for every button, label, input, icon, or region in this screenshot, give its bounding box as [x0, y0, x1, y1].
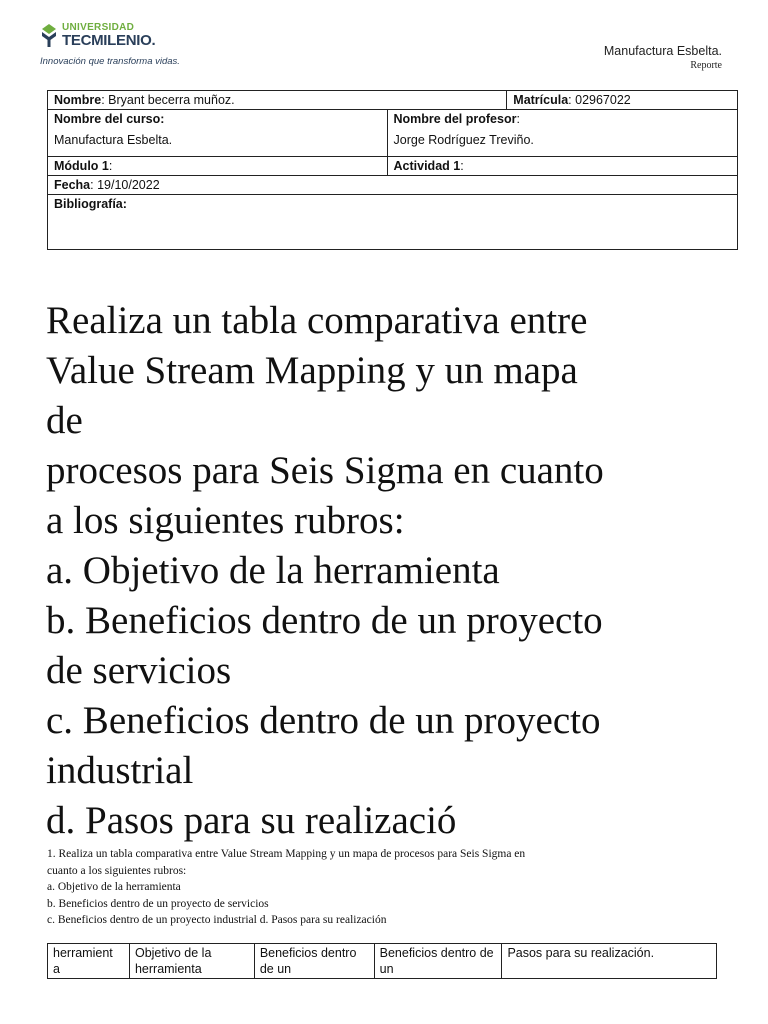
heading-line: c. Beneficios dentro de un proyecto — [46, 699, 601, 742]
heading-line: d. Pasos para su realizació — [46, 799, 457, 842]
student-info-table — [47, 90, 738, 250]
col-header-objective: Objetivo de la herramienta — [129, 944, 254, 979]
heading-line: industrial — [46, 749, 194, 792]
module-label: Módulo 1 — [54, 159, 109, 173]
col-header-steps: Pasos para su realización. — [502, 944, 717, 979]
bibliography-cell — [48, 195, 738, 250]
date-value: : 19/10/2022 — [90, 178, 160, 192]
logo-university-text: UNIVERSIDAD — [62, 22, 135, 33]
info-row-bibliography — [48, 195, 738, 250]
heading-line: Value Stream Mapping y un mapa — [46, 349, 578, 392]
heading-line: b. Beneficios dentro de un proyecto — [46, 599, 603, 642]
heading-line: de — [46, 399, 83, 442]
instruction-line: b. Beneficios dentro de un proyecto de servicios — [47, 897, 269, 910]
col-header-benefits-industrial: Beneficios dentro de un — [374, 944, 502, 979]
instruction-line: c. Beneficios dentro de un proyecto industrial d. Pasos para su realización — [47, 914, 387, 926]
col-header-tool: herramienta — [48, 944, 130, 979]
professor-value: Jorge Rodríguez Treviño. — [393, 133, 534, 147]
module-colon: : — [108, 159, 113, 173]
heading-line: procesos para Seis Sigma en cuanto — [46, 449, 604, 492]
info-row-course — [48, 110, 738, 157]
matricula-cell — [507, 91, 738, 110]
professor-cell — [387, 110, 737, 157]
professor-label: Nombre del profesor — [393, 112, 517, 126]
activity-colon: : — [460, 159, 464, 173]
comparison-header-row — [48, 944, 717, 979]
course-label: Nombre del curso: — [54, 112, 165, 126]
assignment-heading — [46, 296, 736, 846]
matricula-value: : 02967022 — [568, 93, 631, 107]
activity-label: Actividad 1 — [393, 159, 461, 173]
date-cell — [48, 176, 738, 195]
info-row-module — [48, 157, 738, 176]
name-cell — [48, 91, 507, 110]
heading-line: a los siguientes rubros: — [46, 499, 405, 542]
name-label: Nombre — [54, 93, 102, 107]
header-doc-type: Reporte — [690, 60, 722, 71]
info-row-date — [48, 176, 738, 195]
header-course-title: Manufactura Esbelta. — [603, 44, 722, 58]
professor-colon: : — [516, 112, 520, 126]
matricula-label: Matrícula — [513, 93, 569, 107]
instruction-line: 1. Realiza un tabla comparativa entre Value Stream Mapping y un mapa de procesos para Seis Sigma en — [47, 848, 526, 860]
assignment-instructions — [47, 846, 737, 929]
instruction-line: cuanto a los siguientes rubros: — [47, 864, 187, 877]
logo-name-text: TECMILENIO. — [62, 32, 156, 49]
date-label: Fecha — [54, 178, 91, 192]
heading-line: de servicios — [46, 649, 232, 692]
heading-line: Realiza un tabla comparativa entre — [46, 299, 588, 342]
logo-tagline: Innovación que transforma vidas. — [40, 56, 180, 67]
logo-mark-icon — [40, 22, 58, 48]
course-cell — [48, 110, 388, 157]
info-row-name — [48, 91, 738, 110]
university-logo — [40, 22, 200, 70]
col-header-benefits-services: Beneficios dentro de un — [254, 944, 374, 979]
header-right — [604, 44, 722, 71]
module-cell — [48, 157, 388, 176]
course-value: Manufactura Esbelta. — [54, 133, 173, 147]
heading-line: a. Objetivo de la herramienta — [46, 549, 500, 592]
name-value: : Bryant becerra muñoz. — [101, 93, 235, 107]
instruction-line: a. Objetivo de la herramienta — [47, 881, 181, 893]
comparison-table — [47, 943, 717, 979]
bibliography-label: Bibliografía: — [54, 197, 127, 211]
activity-cell — [387, 157, 737, 176]
